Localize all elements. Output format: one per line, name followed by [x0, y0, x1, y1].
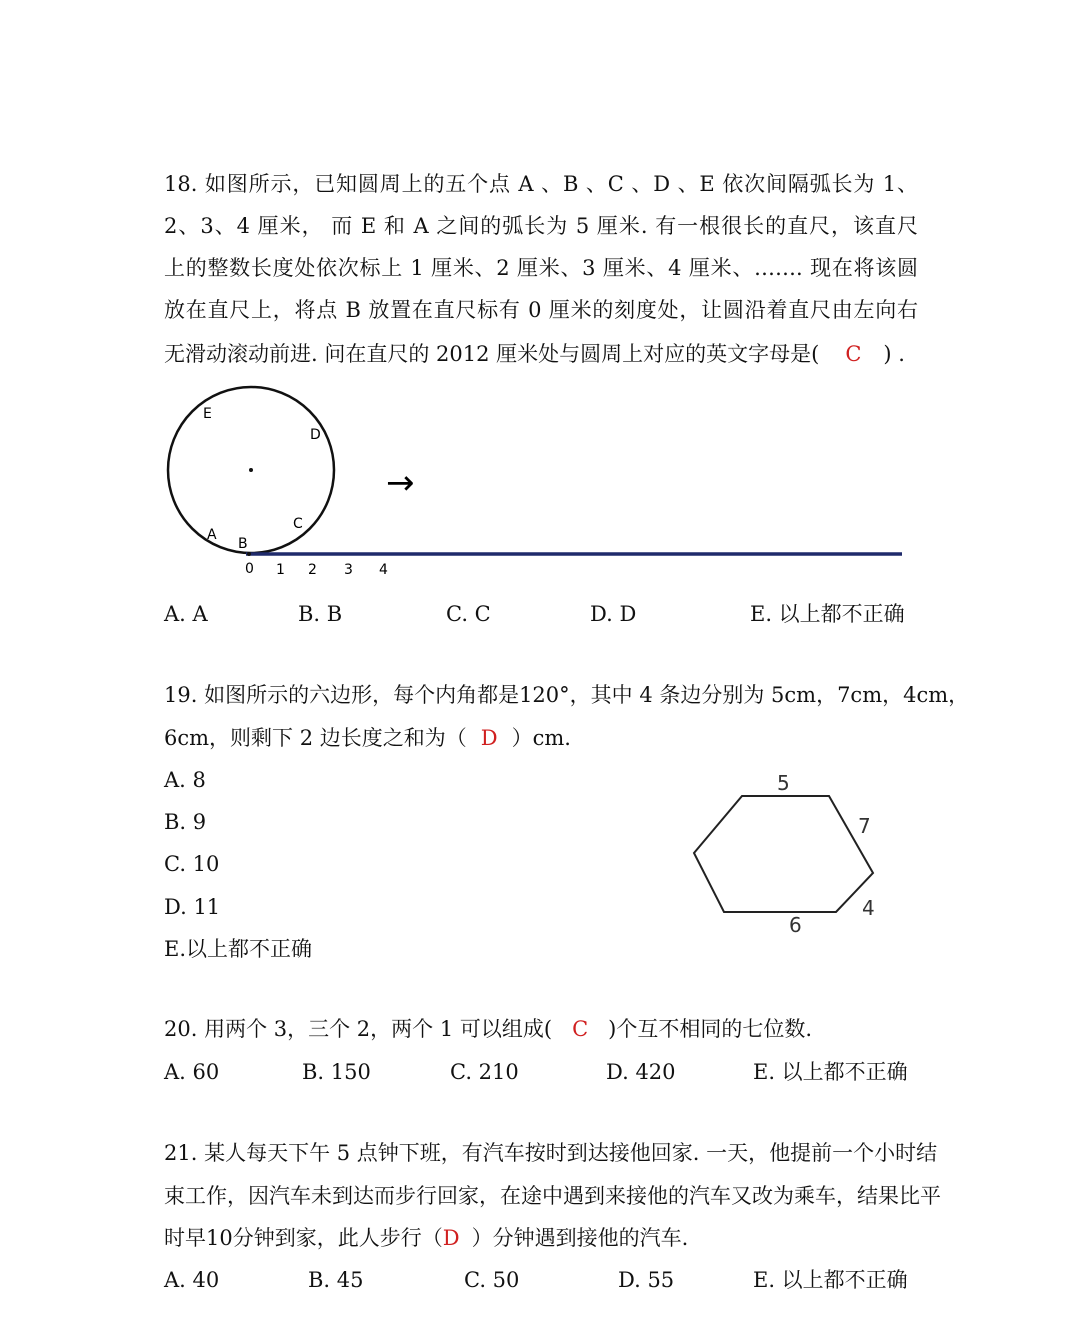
- q18-option-e: E. 以上都不正确: [750, 602, 905, 626]
- tick-2: 2: [308, 562, 317, 578]
- q19-answer: D: [480, 726, 498, 750]
- q18-line-5: [164, 344, 905, 365]
- q18-option-c: C. C: [446, 602, 491, 626]
- q21-line-3: [164, 1228, 688, 1249]
- q18-option-b: B. B: [298, 602, 343, 626]
- point-b-dot: [247, 552, 251, 556]
- q21-option-a: A. 40: [164, 1268, 220, 1292]
- side-label-6: 6: [789, 913, 802, 937]
- q19-option-a: A. 8: [164, 768, 206, 792]
- q19-option-e: E.以上都不正确: [164, 937, 313, 961]
- q18-line-4: 放在直尺上，将点 B 放置在直尺标有 0 厘米的刻度处，让圆沿着直尺由左向右: [164, 298, 918, 322]
- tick-1: 1: [276, 562, 285, 578]
- label-e: E: [203, 406, 212, 422]
- q21-option-b: B. 45: [308, 1268, 364, 1292]
- q19-line-2: [164, 728, 571, 749]
- q19-option-d: D. 11: [164, 895, 221, 919]
- q21-line-3-text: 时早10分钟到家，此人步行（: [164, 1226, 443, 1250]
- q18-line-5-text: 无滑动滚动前进. 问在直尺的 2012 厘米处与圆周上对应的英文字母是(: [164, 342, 820, 366]
- tick-4: 4: [379, 562, 388, 578]
- side-label-5: 5: [777, 771, 790, 795]
- q20-text: 20. 用两个 3，三个 2，两个 1 可以组成(: [164, 1017, 553, 1041]
- q18-line-1: 18. 如图所示，已知圆周上的五个点 A 、B 、C 、D 、E 依次间隔弧长为 1、: [164, 172, 918, 196]
- q21-line-1: 21. 某人每天下午 5 点钟下班，有汽车按时到达接他回家. 一天，他提前一个小时结: [164, 1141, 938, 1165]
- side-label-7: 7: [858, 814, 871, 838]
- q21-line-2: 束工作，因汽车未到达而步行回家，在途中遇到来接他的汽车又改为乘车，结果比平: [164, 1184, 941, 1208]
- q19-hexagon-figure: [680, 760, 900, 940]
- label-d: D: [310, 427, 321, 443]
- side-label-4: 4: [862, 896, 875, 920]
- q20-option-d: D. 420: [606, 1060, 676, 1084]
- circle-center-dot: [249, 468, 253, 472]
- right-arrow-icon: →: [386, 463, 415, 503]
- q20-line-1: [164, 1019, 812, 1040]
- q19-line-1: 19. 如图所示的六边形，每个内角都是120°，其中 4 条边分别为 5cm，7cm，4cm，: [164, 683, 970, 707]
- q21-option-c: C. 50: [464, 1268, 520, 1292]
- q18-option-a: A. A: [164, 602, 208, 626]
- hexagon-shape: [694, 796, 873, 912]
- q18-line-3: 上的整数长度处依次标上 1 厘米、2 厘米、3 厘米、4 厘米、……. 现在将该圆: [164, 256, 918, 280]
- q20-text-end: )个互不相同的七位数.: [608, 1017, 813, 1041]
- q21-option-d: D. 55: [618, 1268, 675, 1292]
- q19-line-2-end: ）cm.: [511, 726, 571, 750]
- q21-option-e: E. 以上都不正确: [753, 1268, 908, 1292]
- q20-option-c: C. 210: [450, 1060, 519, 1084]
- label-c: C: [293, 516, 303, 532]
- q18-line-2: 2、3、4 厘米， 而 E 和 A 之间的弧长为 5 厘米. 有一根很长的直尺，该直尺: [164, 214, 918, 238]
- q21-line-3-end: ）分钟遇到接他的汽车.: [471, 1226, 689, 1250]
- q20-option-a: A. 60: [164, 1060, 220, 1084]
- q21-answer: D: [442, 1226, 460, 1250]
- label-b: B: [238, 536, 248, 552]
- q20-option-b: B. 150: [302, 1060, 371, 1084]
- q20-answer: C: [572, 1017, 589, 1041]
- q18-circle-ruler-figure: [160, 382, 920, 582]
- q18-answer: C: [845, 342, 862, 366]
- q19-option-b: B. 9: [164, 810, 207, 834]
- q18-option-d: D. D: [590, 602, 637, 626]
- tick-0: 0: [245, 561, 254, 577]
- tick-3: 3: [344, 562, 353, 578]
- label-a: A: [207, 527, 217, 543]
- q18-line-5-end: ) .: [883, 342, 905, 366]
- q19-option-c: C. 10: [164, 852, 220, 876]
- q19-line-2-text: 6cm，则剩下 2 边长度之和为（: [164, 726, 467, 750]
- q20-option-e: E. 以上都不正确: [753, 1060, 908, 1084]
